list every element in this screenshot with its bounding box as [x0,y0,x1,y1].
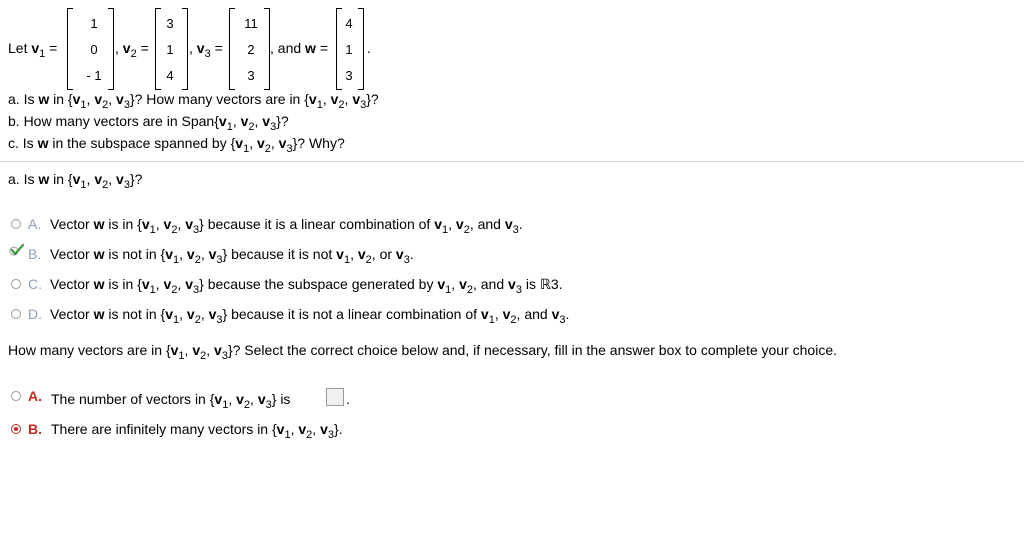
ccb-v2: v [298,421,307,437]
part-a-v3b: v [352,91,361,107]
part-a-v3-sub: 3 [123,99,130,111]
part-a-v3b-sub: 3 [360,99,367,111]
ca-v3: v [185,216,194,232]
part-b-v3: v [262,113,271,129]
cca-v2-sub: 2 [243,399,251,411]
count-choice-a-letter: A. [28,388,42,404]
cca-v1: v [214,391,223,407]
cca-v3: v [257,391,266,407]
cd-tail: } because it is not a linear combination of [222,306,478,322]
cb-v2: v [186,246,195,262]
ca-v3b-sub: 3 [512,224,519,236]
part-a-v2-sub: 2 [102,99,109,111]
count-choice-a-text: The number of vectors in {$v_1$, $v_2$, $v_3$} is [51,391,291,411]
v1-left-bracket [67,8,73,90]
cb-v1b: v [336,246,344,262]
cca-v2: v [236,391,244,407]
ccb-v2-sub: 2 [306,429,313,441]
part-c-end: }? Why? [292,135,345,151]
choice-c-letter: C. [28,276,42,292]
choice-d-letter: D. [28,306,42,322]
ca-v3b: v [504,216,513,232]
cca-v1-sub: 1 [222,399,229,411]
cc-v3-sub: 3 [193,284,200,296]
count-pre: How many vectors are in { [8,342,171,358]
ccb-v1-sub: 1 [284,429,291,441]
count-v1-sub: 1 [178,350,185,362]
part-a-v2b: v [330,91,339,107]
part-c-v2-sub: 2 [264,143,271,155]
cd-and: , and [516,306,548,322]
count-v2-sub: 2 [200,350,207,362]
count-v3-sub: 3 [221,350,228,362]
eq-2: = [140,40,149,56]
count-question: How many vectors are in {$v_1$, $v_2$, $v_3$}? Select the correct choice below and, if necessary, fill in the answer box to complete your choice. [8,342,838,362]
cb-v2b-sub: 2 [365,254,372,266]
cc-end: is ℝ3. [525,276,563,292]
comma-1: , [115,40,119,56]
part-c-v1-sub: 1 [243,143,250,155]
cc-v2b: v [459,276,467,292]
comma-2: , [189,40,193,56]
count-choice-b-letter: B. [28,421,42,437]
ca-v2b-sub: 2 [463,224,470,236]
cb-post: is not in { [108,246,166,262]
cd-v2-sub: 2 [194,314,201,326]
part-c-w: w [37,135,49,151]
v2-sub: 2 [130,48,137,60]
cb-v1b-sub: 1 [343,254,351,266]
v1-label: v [31,40,40,56]
v3-entry-1: 11 [244,16,258,31]
qa-v2-sub: 2 [102,179,109,191]
cc-v1b-sub: 1 [445,284,452,296]
choice-a-text: Vector w is in {$v_1$, $v_2$, $v_3$} because it is a linear combination of $v_1$, $v_2$, and $v_3$. [50,216,523,236]
part-c-mid: in the subspace spanned by { [52,135,236,151]
ca-v2b: v [455,216,464,232]
count-v3: v [214,342,222,358]
v1-entry-2: 0 [90,42,98,57]
count-v1: v [170,342,179,358]
part-a-w: w [38,91,50,107]
cb-w: w [93,246,105,262]
ca-tail: } because it is a linear combination of [199,216,431,232]
cd-v3: v [208,306,217,322]
ca-v3-sub: 3 [193,224,200,236]
cca-end: . [346,391,350,407]
v2-text [115,40,149,60]
part-a-mid: in { [53,91,73,107]
ca-v1b: v [434,216,442,232]
cb-and: , or [371,246,393,262]
part-c-v1: v [235,135,244,151]
let-text [8,40,58,60]
ccb-v1: v [276,421,285,437]
cd-v1: v [165,306,173,322]
ccb-v3: v [320,421,328,437]
part-a-v2: v [94,91,103,107]
cc-v1: v [141,276,150,292]
cb-v2b: v [357,246,366,262]
ccb-post: }. [333,421,343,437]
count-choice-b-text: There are infinitely many vectors in {$v_1$, $v_2$, $v_3$}. [51,421,343,441]
v2-label: v [122,40,131,56]
w-entry-3: 3 [345,68,353,83]
cd-v1-sub: 1 [173,314,180,326]
eq-3: = [214,40,223,56]
count-v2: v [192,342,201,358]
v1-right-bracket [108,8,114,90]
cb-v3: v [208,246,217,262]
part-b-v2: v [240,113,249,129]
part-a-v1: v [72,91,81,107]
and-w-label: , and [270,40,302,56]
eq-4: = [319,40,328,56]
cb-v2-sub: 2 [194,254,201,266]
choice-d-text: Vector w is not in {$v_1$, $v_2$, $v_3$} because it is not a linear combination of $v_1$, $v_2$, and $v_3$. [50,306,570,326]
part-c-pre: c. Is [8,135,34,151]
part-c-v3-sub: 3 [286,143,293,155]
part-b-v2-sub: 2 [248,121,255,133]
ca-pre: Vector [50,216,90,232]
qa-v3-sub: 3 [123,179,130,191]
ca-v2: v [163,216,172,232]
cc-v1-sub: 1 [149,284,156,296]
choice-c-text: Vector w is in {$v_1$, $v_2$, $v_3$} because the subspace generated by $v_1$, $v_2$, and $v_3$ is ℝ3. [50,276,563,296]
v2-entry-2: 1 [166,42,174,57]
choice-a-radio[interactable] [11,219,21,229]
v1-entry-1: 1 [90,16,98,31]
qa-v2: v [94,171,103,187]
cc-v3b: v [508,276,516,292]
ca-v1-sub: 1 [149,224,156,236]
sub-question-a: a. Is w in {$v_1$, $v_2$, $v_3$}? [8,171,143,191]
choice-b-letter: B. [28,246,42,262]
qa-v3: v [116,171,124,187]
part-a-end: }? [366,91,379,107]
cd-v3-sub: 3 [216,314,223,326]
part-a-v1b: v [308,91,317,107]
correct-check-icon [9,243,25,257]
part-b-v1-sub: 1 [226,121,233,133]
v3-entry-3: 3 [247,68,255,83]
period: . [367,40,371,56]
qa-end: }? [129,171,143,187]
cd-v2: v [186,306,195,322]
cc-pre: Vector [50,276,90,292]
choice-b-text: Vector w is not in {$v_1$, $v_2$, $v_3$} because it is not $v_1$, $v_2$, or $v_3$. [50,246,414,266]
count-choice-b-radio[interactable] [11,424,21,434]
cca-pre: The number of vectors in { [51,391,215,407]
w-entry-2: 1 [345,42,353,57]
v3-text [189,40,223,60]
v3-label: v [196,40,205,56]
part-b-v3-sub: 3 [270,121,277,133]
choice-a-letter: A. [28,216,42,232]
qa-mid: in { [53,171,73,187]
v3-entry-2: 2 [247,42,255,57]
cc-v3: v [185,276,194,292]
part-a-post: }? How many vectors are in { [129,91,309,107]
ca-post: is in { [108,216,142,232]
cca-post: } is [271,391,291,407]
ca-v2-sub: 2 [171,224,178,236]
cd-v2b-sub: 2 [510,314,517,326]
section-divider [0,161,1024,162]
count-choice-a-radio[interactable] [11,391,21,401]
qa-w: w [38,171,50,187]
cc-w: w [93,276,105,292]
cd-w: w [93,306,105,322]
cc-v2b-sub: 2 [466,284,473,296]
cb-end: . [409,246,414,262]
part-a-question: a. Is w in {$v_1$, $v_2$, $v_3$}? How many vectors are in {$v_1$, $v_2$, $v_3$}? [8,91,379,111]
cd-v3b-sub: 3 [559,314,566,326]
cb-v3b-sub: 3 [403,254,410,266]
part-c-v3: v [278,135,287,151]
cd-v3b: v [551,306,560,322]
part-b-v1: v [218,113,227,129]
w-entry-1: 4 [345,16,353,31]
qa-v1-sub: 1 [80,179,87,191]
part-a-v1b-sub: 1 [316,99,323,111]
w-label: w [305,40,316,56]
cb-v1-sub: 1 [173,254,180,266]
cd-end: . [565,306,570,322]
ca-end: . [518,216,523,232]
cd-pre: Vector [50,306,90,322]
ca-v1: v [141,216,150,232]
v2-right-bracket [182,8,188,90]
v3-left-bracket [229,8,235,90]
qa-v1: v [72,171,81,187]
cb-v3b: v [395,246,404,262]
part-b-question: b. How many vectors are in $Span\{v_1$, $v_2$, $v_3$}? [8,113,289,133]
part-c-v2: v [256,135,265,151]
eq-1: = [49,40,58,56]
ca-and: , and [469,216,501,232]
cc-v2: v [163,276,172,292]
part-a-pre: a. Is [8,91,35,107]
part-a-v2b-sub: 2 [338,99,345,111]
ccb-pre: There are infinitely many vectors in { [51,421,277,437]
w-text [270,40,328,56]
choice-d-radio[interactable] [11,309,21,319]
cc-tail: } because the subspace generated by [199,276,434,292]
part-c-question: c. Is w in the subspace spanned by {$v_1$, $v_2$, $v_3$}? Why? [8,135,345,155]
v2-entry-1: 3 [166,16,174,31]
ccb-v3-sub: 3 [327,429,334,441]
ca-w: w [93,216,105,232]
cb-v1: v [165,246,173,262]
qa-pre: a. Is [8,171,35,187]
answer-input-box[interactable] [326,388,344,406]
w-right-bracket [358,8,364,90]
choice-c-radio[interactable] [11,279,21,289]
cc-v2-sub: 2 [171,284,178,296]
v3-sub: 3 [204,48,211,60]
part-a-v3: v [116,91,124,107]
v1-sub: 1 [39,48,46,60]
cb-v3-sub: 3 [216,254,223,266]
part-b-pre: b. How many vectors are in Span{ [8,113,219,129]
cd-v2b: v [502,306,511,322]
cd-post: is not in { [108,306,166,322]
cd-v1b-sub: 1 [488,314,495,326]
count-post: }? Select the correct choice below and, if necessary, fill in the answer box to complete your choice. [227,342,838,358]
v2-entry-3: 4 [166,68,174,83]
v1-entry-3: - 1 [86,68,102,83]
cca-v3-sub: 3 [265,399,272,411]
ca-v1b-sub: 1 [442,224,449,236]
cb-pre: Vector [50,246,90,262]
cd-v1b: v [480,306,489,322]
cc-and: , and [472,276,505,292]
part-b-end: }? [276,113,289,129]
cb-tail: } because it is not [222,246,333,262]
cc-v1b: v [437,276,446,292]
cc-v3b-sub: 3 [515,284,522,296]
cc-post: is in { [108,276,142,292]
let-label: Let [8,40,28,56]
part-a-v1-sub: 1 [80,99,87,111]
